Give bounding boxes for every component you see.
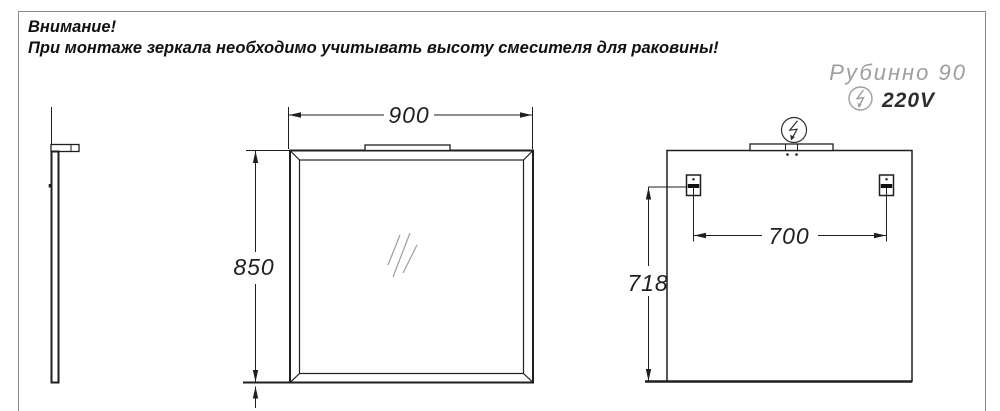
front-lamp-strip [365, 145, 450, 151]
dimension-height [233, 151, 290, 409]
dimension-bracket-height-label: 718 [627, 270, 669, 296]
front-view [290, 145, 533, 383]
dimension-width [289, 102, 533, 149]
rear-view [645, 118, 912, 382]
mirror-outer-frame [290, 151, 533, 383]
warning-line-2: При монтаже зеркала необходимо учитывать высоту смесителя для раковины! [28, 39, 719, 57]
voltage-badge [849, 87, 936, 112]
side-view-bracket-tick [49, 184, 52, 188]
lightning-icon [849, 87, 872, 110]
product-name: Рубинно 90 [829, 60, 967, 85]
dimension-height-label: 850 [233, 254, 275, 280]
voltage-label: 220V [882, 89, 936, 112]
warning-line-1: Внимание! [28, 18, 117, 36]
side-view-lamp-profile [51, 145, 79, 152]
dimension-bracket-spacing-label: 700 [768, 223, 810, 249]
rear-lamp-strip [750, 144, 833, 151]
side-view [49, 107, 79, 383]
cable-dot [795, 153, 798, 156]
side-view-mirror-profile [52, 152, 59, 383]
cable-dot [786, 153, 789, 156]
dimension-width-label: 900 [388, 102, 430, 128]
lightning-icon [782, 118, 807, 143]
rear-panel [667, 151, 912, 382]
